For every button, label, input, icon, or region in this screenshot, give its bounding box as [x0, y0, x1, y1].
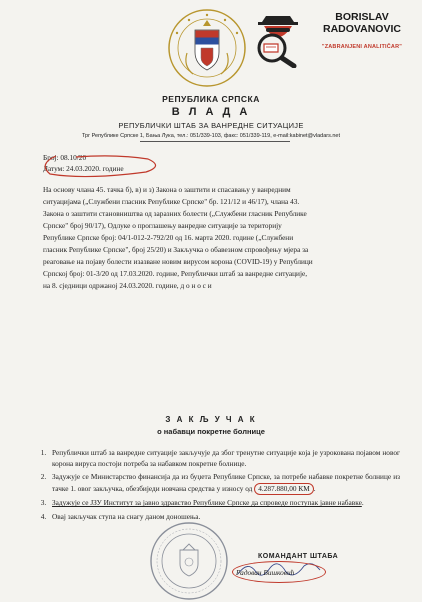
conclusion-title: З А К Љ У Ч А К	[165, 415, 257, 424]
preamble-line: ситуацијама („Службени гласник Републике Српске" бр. 121/12 и 46/17), члана 43.	[43, 197, 300, 206]
conclusion-item-1: 1. Републички штаб за ванредне ситуације закључује да због тренутне ситуације која је узрокована појавом новог корона вируса постоји потреба за набавком покретне болнице.	[48, 448, 400, 469]
signatory-title: КОМАНДАНТ ШТАБА	[258, 553, 339, 560]
preamble-line: Закона о заштити становништва од заразних болести („Службени гласник Републике	[43, 209, 307, 218]
preamble-line: гласник Републике Српске", број 25/20) и Закључка о обавезном спровођењу мјера за	[43, 245, 309, 254]
header-republika: РЕПУБЛИКА СРПСКА	[162, 94, 260, 104]
brand-name	[306, 11, 418, 35]
official-seal-stamp	[148, 520, 230, 602]
preamble-line: на 8. сједници одржаној 24.03.2020. године, д о н о с и	[43, 281, 212, 290]
header-vlada: В Л А Д А	[171, 106, 251, 118]
conclusion-subtitle: о набавци покретне болнице	[157, 427, 265, 436]
conclusion-items	[34, 448, 400, 526]
underlined-text: Задужује се ЈЗУ Институт за јавно здравство Републике Српске да спроведе поступак јавне набавке	[52, 498, 362, 508]
brand-name-line2: RADOVANOVIC	[323, 23, 401, 35]
brand-tagline: "ZABRANJENI ANALITIČAR"	[321, 44, 403, 50]
preamble-line: Српској број: 01-3/20 од 17.03.2020. године, Републички штаб за ванредне ситуације,	[43, 269, 308, 278]
coat-of-arms-emblem	[167, 8, 247, 88]
conclusion-item-3: 3. Задужује се ЈЗУ Институт за јавно здравство Републике Српске да спроведе поступак јавне набавке.	[48, 498, 400, 509]
preamble-line: На основу члана 45. тачка б), в) и з) Закона о заштити и спасавању у ванредним	[43, 185, 291, 194]
preamble-line: реаговање на појаву болести изазване новим вирусом корона (COVID-19) у Републици	[43, 257, 313, 266]
brand-name-line1: BORISLAV	[335, 11, 389, 23]
header-address: Трг Републике Српске 1, Бања Лука, тел.: 051/339-103, факс: 051/339-119, e-mail:kabinet@vladars.net	[81, 133, 341, 139]
header-stab: РЕПУБЛИЧКИ ШТАБ ЗА ВАНРЕДНЕ СИТУАЦИЈЕ	[118, 121, 304, 130]
preamble-line: Српске" број 90/17), Одлуке о проглашењу ванредне ситуације за територију	[43, 221, 282, 230]
document-date: Датум: 24.03.2020. године	[43, 164, 124, 173]
document-number: Број: 08.10/20	[43, 153, 87, 162]
preamble-line: Републике Српске број: 04/1-012-2-792/20 од 16. марта 2020. године („Службени	[43, 233, 294, 242]
conclusion-item-4: 4. Овај закључак ступа на снагу даном доношења.	[48, 512, 400, 523]
signatory-name: Радован Вишковић	[236, 568, 295, 577]
spy-magnifier-icon	[250, 8, 306, 68]
header-divider	[140, 141, 290, 142]
amount-highlight: 4.287.880,00 КМ	[254, 483, 314, 496]
conclusion-item-2: 2. Задужује се Министарство финансија да из буџета Републике Српске, за потребе набавке покретне болнице из тачке 1. овог закључка, обезбиједи новчана средства у износу од 4.287.880,00 КМ .	[48, 472, 400, 495]
date-annotation-circle	[36, 150, 166, 180]
signature-annotation-circle	[232, 561, 326, 583]
